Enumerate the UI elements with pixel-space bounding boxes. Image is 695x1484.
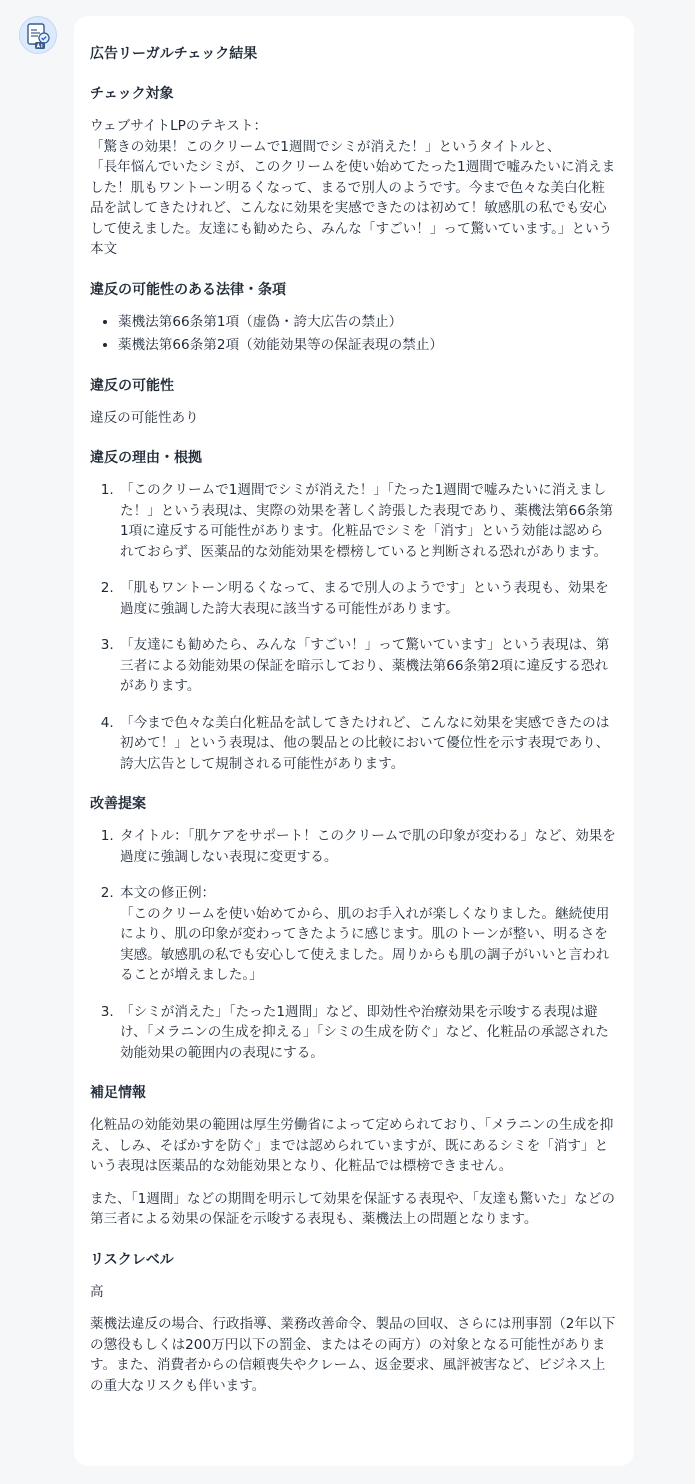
report-title: 広告リーガルチェック結果 bbox=[90, 46, 258, 62]
list-item: 3. 「友達にも勧めたら、みんな「すごい！」って驚いています」という表現は、第三者による効能効果の保証を暗示しており、薬機法第66条第2項に違反する恐れがあります。 bbox=[118, 635, 616, 697]
section-target bbox=[90, 84, 616, 260]
list-item: 1. 「このクリームで1週間でシミが消えた！」「たった1週間で嘘みたいに消えました！」という表現は、実際の効果を著しく誇張した表現であり、薬機法第66条第1項に違反する可能性があります。化粧品でシミを「消す」という効能は認められておらず、医薬品的な効能効果を標榜していると判断される恐れがあります。 bbox=[118, 480, 616, 562]
risk-level: 高 bbox=[90, 1283, 104, 1300]
improvements-list bbox=[90, 826, 616, 1063]
list-item: 1. タイトル：「肌ケアをサポート！このクリームで肌の印象が変わる」など、効果を過度に強調しない表現に変更する。 bbox=[118, 826, 616, 867]
section-heading: チェック対象 bbox=[90, 86, 174, 102]
ad-check-ai-icon bbox=[26, 22, 52, 50]
list-item: 2. 「肌もワントーン明るくなって、まるで別人のようです」という表現も、効果を過度に強調した誇大表現に該当する可能性があります。 bbox=[118, 578, 616, 619]
assistant-avatar bbox=[19, 16, 57, 54]
list-item: 3. 「シミが消えた」「たった1週間」など、即効性や治療効果を示唆する表現は避け、「メラニンの生成を抑える」「シミの生成を防ぐ」など、化粧品の承認された効能効果の範囲内の表現にする。 bbox=[118, 1002, 616, 1064]
section-heading: 補足情報 bbox=[90, 1085, 146, 1101]
section-reasons bbox=[90, 448, 616, 774]
section-heading: 違反の可能性のある法律・条項 bbox=[90, 281, 286, 298]
section-possibility bbox=[90, 376, 616, 429]
section-risk bbox=[90, 1250, 616, 1397]
section-laws bbox=[90, 280, 616, 356]
section-heading: 違反の可能性 bbox=[90, 377, 174, 394]
reasons-list bbox=[90, 480, 616, 774]
section-supplement bbox=[90, 1083, 616, 1230]
section-heading: 改善提案 bbox=[90, 796, 146, 812]
message-card bbox=[74, 16, 634, 1466]
supplement-paragraph: 化粧品の効能効果の範囲は厚生労働省によって定められており、「メラニンの生成を抑え、しみ、そばかすを防ぐ」までは認められていますが、既にあるシミを「消す」という表現は医薬品的な効能効果となり、化粧品では標榜できません。 bbox=[90, 1117, 614, 1174]
risk-text: 薬機法違反の場合、行政指導、業務改善命令、製品の回収、さらには刑事罰（2年以下の懲役もしくは200万円以下の罰金、またはその両方）の対象となる可能性があります。また、消費者からの信頼喪失やクレーム、返金要求、風評被害など、ビジネス上の重大なリスクも伴います。 bbox=[90, 1316, 616, 1394]
list-item: • 薬機法第66条第1項（虚偽・誇大広告の禁止） bbox=[118, 312, 616, 333]
laws-list bbox=[90, 312, 616, 356]
list-item: 2. 本文の修正例： 「このクリームを使い始めてから、肌のお手入れが楽しくなりました。継続使用により、肌の印象が変わってきたように感じます。肌のトーンが整い、明るさを実感。敏感肌の私でも安心して使えました。周りからも肌の調子がいいと言われることが増えました。」 bbox=[118, 883, 616, 986]
list-item: • 薬機法第66条第2項（効能効果等の保証表現の禁止） bbox=[118, 335, 616, 356]
supplement-paragraph: また、「1週間」などの期間を明示して効果を保証する表現や、「友達も驚いた」などの第三者による効果の保証を示唆する表現も、薬機法上の問題となります。 bbox=[90, 1190, 615, 1227]
list-item: 4. 「今まで色々な美白化粧品を試してきたけれど、こんなに効果を実感できたのは初めて！」という表現は、他の製品との比較において優位性を示す表現であり、誇大広告として規制される可能性があります。 bbox=[118, 713, 616, 775]
section-heading: リスクレベル bbox=[90, 1251, 174, 1268]
possibility-text: 違反の可能性あり bbox=[90, 409, 199, 426]
target-text: ウェブサイトLPのテキスト： 「驚きの効果！このクリームで1週間でシミが消えた！」というタイトルと、 「長年悩んでいたシミが、このクリームを使い始めてたった1週間で嘘みたいに消えました！肌もワントーン明るくなって、まるで別人のようです。今まで色々な美白化粧品を試してきたけれど、こんなに効果を実感できたのは初めて！敏感肌の私でも安心して使えました。友達にも勧めたら、みんな「すごい！」って驚いています。」という本文 bbox=[90, 118, 616, 257]
section-heading: 違反の理由・根拠 bbox=[90, 450, 202, 466]
section-improvements bbox=[90, 794, 616, 1063]
